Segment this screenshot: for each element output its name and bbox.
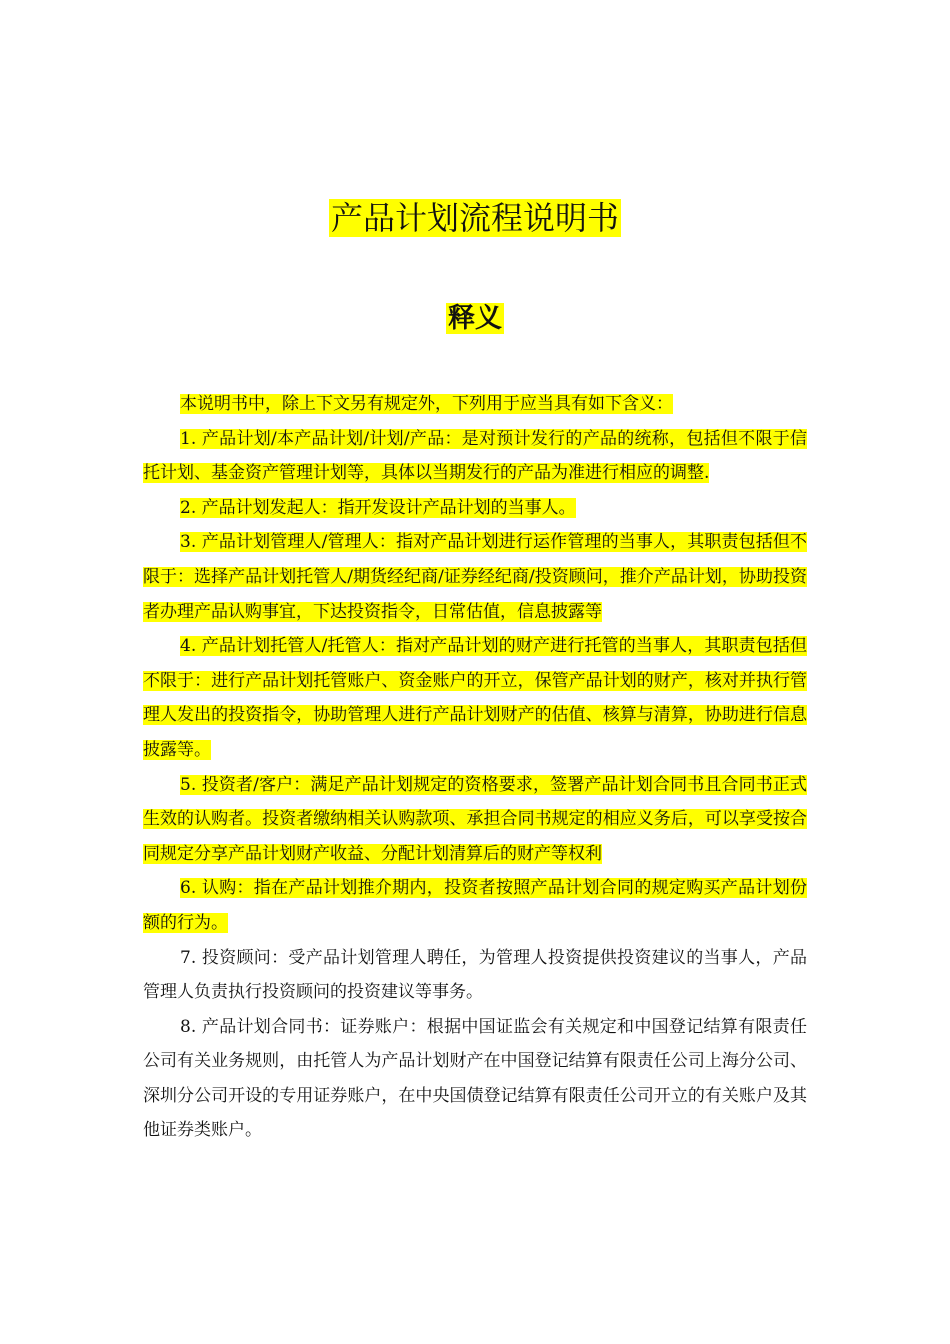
section-title: [0, 300, 950, 338]
definition-item-4: [143, 629, 807, 767]
definition-item-8-text: 8. 产品计划合同书：证券账户：根据中国证监会有关规定和中国登记结算有限责任公司有关业务规则，由托管人为产品计划财产在中国登记结算有限责任公司上海分公司、深圳分公司开设的专用证券账户，在中央国债登记结算有限责任公司开立的有关账户及其他证券类账户。: [143, 1016, 807, 1141]
definition-item-2: [143, 491, 807, 526]
definition-item-4-text: 4. 产品计划托管人/托管人：指对产品计划的财产进行托管的当事人，其职责包括但不限于：进行产品计划托管账户、资金账户的开立，保管产品计划的财产，核对并执行管理人发出的投资指令，协助管理人进行产品计划财产的估值、核算与清算，协助进行信息披露等。: [143, 636, 807, 760]
definition-item-3: [143, 525, 807, 629]
definition-item-1: [143, 422, 807, 491]
section-title-text: 释义: [448, 303, 502, 334]
intro-paragraph-text: 本说明书中，除上下文另有规定外，下列用于应当具有如下含义：: [180, 394, 673, 414]
document-title: [0, 197, 950, 239]
definition-item-7: [143, 941, 807, 1010]
definition-item-3-text: 3. 产品计划管理人/管理人：指对产品计划进行运作管理的当事人，其职责包括但不限于：选择产品计划托管人/期货经纪商/证券经纪商/投资顾问，推介产品计划，协助投资者办理产品认购事宜，下达投资指令，日常估值，信息披露等: [143, 532, 807, 622]
definitions-body: [143, 387, 807, 1148]
definition-item-5: [143, 768, 807, 872]
definition-item-5-text: 5. 投资者/客户：满足产品计划规定的资格要求，签署产品计划合同书且合同书正式生效的认购者。投资者缴纳相关认购款项、承担合同书规定的相应义务后，可以享受按合同规定分享产品计划财产收益、分配计划清算后的财产等权利: [143, 774, 807, 864]
definition-item-6: [143, 871, 807, 940]
document-title-text: 产品计划流程说明书: [330, 199, 619, 237]
definition-item-8: [143, 1010, 807, 1148]
definition-item-7-text: 7. 投资顾问：受产品计划管理人聘任，为管理人投资提供投资建议的当事人，产品管理人负责执行投资顾问的投资建议等事务。: [143, 947, 807, 1003]
definition-item-6-text: 6. 认购：指在产品计划推介期内，投资者按照产品计划合同的规定购买产品计划份额的行为。: [143, 878, 807, 933]
definition-item-1-text: 1. 产品计划/本产品计划/计划/产品：是对预计发行的产品的统称，包括但不限于信托计划、基金资产管理计划等，具体以当期发行的产品为准进行相应的调整.: [143, 428, 807, 484]
definition-item-2-text: 2. 产品计划发起人：指开发设计产品计划的当事人。: [180, 497, 576, 518]
intro-paragraph: [143, 387, 807, 422]
